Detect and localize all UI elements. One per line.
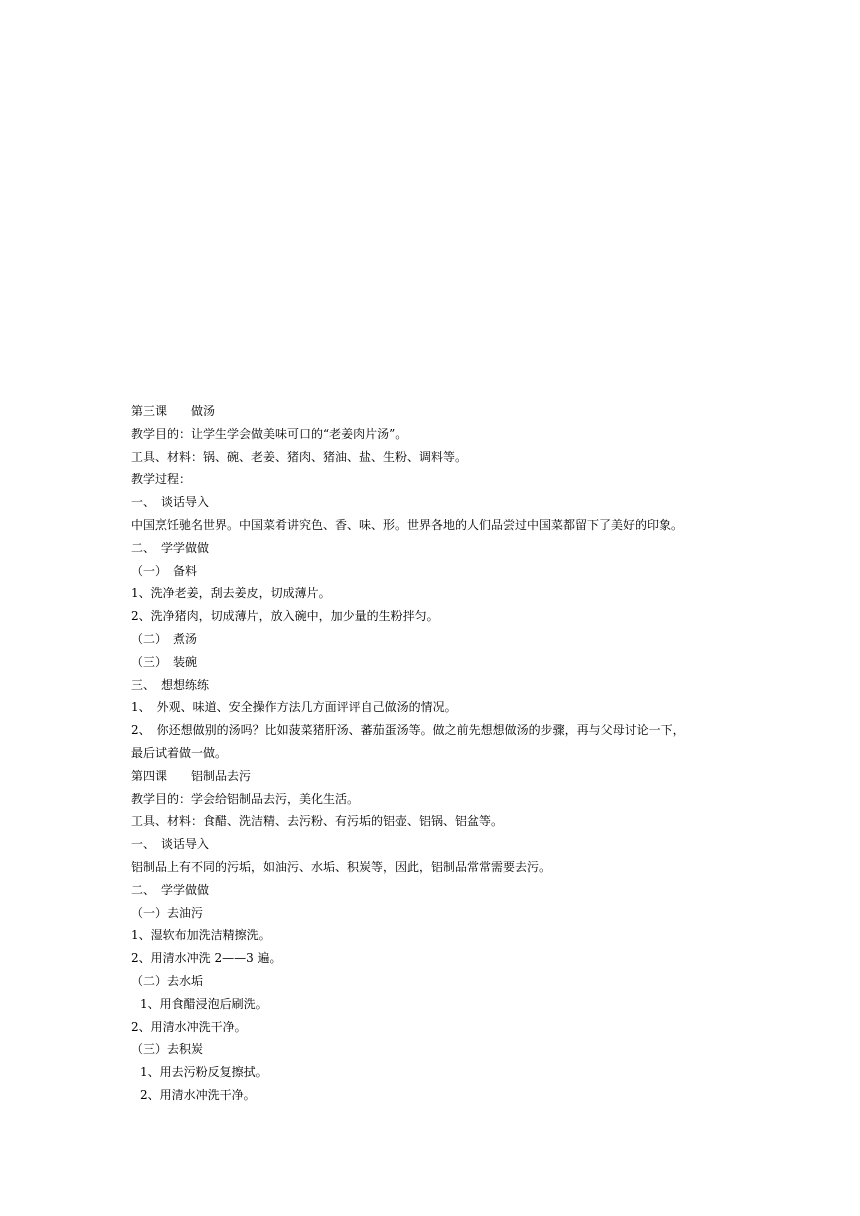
subsection-heading: （一）去油污 bbox=[131, 905, 204, 920]
section-heading: 一、 谈话导入 bbox=[131, 837, 210, 852]
step-item: 1、 外观、味道、安全操作方法几方面评评自己做汤的情况。 bbox=[131, 700, 457, 715]
step-item: 2、用清水冲洗干净。 bbox=[140, 1087, 256, 1102]
subsection-heading: （三） 装碗 bbox=[131, 654, 198, 669]
lesson-title: 第三课 做汤 bbox=[131, 404, 216, 418]
subsection-heading: （二） 煮汤 bbox=[131, 631, 198, 646]
subsection-heading: （三）去积炭 bbox=[131, 1042, 204, 1057]
teaching-process-heading: 教学过程： bbox=[131, 472, 192, 487]
step-item: 2、用清水冲洗 2——3 遍。 bbox=[131, 951, 282, 966]
paragraph: 中国烹饪驰名世界。中国菜肴讲究色、香、味、形。世界各地的人们品尝过中国菜都留下了美好的印象。 bbox=[131, 517, 684, 532]
step-item: 1、洗净老姜，刮去姜皮，切成薄片。 bbox=[131, 586, 331, 601]
teaching-goal: 教学目的：让学生学会做美味可口的“老姜肉片汤”。 bbox=[131, 426, 408, 441]
step-item-continuation: 最后试着做一做。 bbox=[131, 745, 228, 760]
subsection-heading: （二）去水垢 bbox=[131, 973, 204, 988]
step-item: 1、用去污粉反复擦拭。 bbox=[140, 1065, 268, 1080]
section-heading: 二、 学学做做 bbox=[131, 540, 210, 555]
step-item: 2、 你还想做别的汤吗？比如菠菜猪肝汤、蕃茄蛋汤等。做之前先想想做汤的步骤，再与父母讨论一下， bbox=[131, 723, 685, 738]
step-item: 1、湿软布加洗洁精擦洗。 bbox=[131, 928, 271, 943]
document-body bbox=[131, 400, 741, 1107]
tools-materials: 工具、材料：锅、碗、老姜、猪肉、猪油、盐、生粉、调料等。 bbox=[131, 449, 468, 464]
section-heading: 二、 学学做做 bbox=[131, 882, 210, 897]
step-item: 1、用食醋浸泡后刷洗。 bbox=[140, 996, 268, 1011]
step-item: 2、用清水冲洗干净。 bbox=[131, 1019, 247, 1034]
step-item: 2、洗净猪肉，切成薄片，放入碗中，加少量的生粉拌匀。 bbox=[131, 609, 439, 624]
section-heading: 三、 想想练练 bbox=[131, 677, 210, 692]
lesson-title: 第四课 铝制品去污 bbox=[131, 768, 252, 783]
teaching-goal: 教学目的：学会给铝制品去污，美化生活。 bbox=[131, 791, 360, 806]
tools-materials: 工具、材料：食醋、洗洁精、去污粉、有污垢的铝壶、铝锅、铝盆等。 bbox=[131, 814, 504, 829]
subsection-heading: （一） 备料 bbox=[131, 563, 198, 578]
section-heading: 一、 谈话导入 bbox=[131, 495, 210, 510]
paragraph: 铝制品上有不同的污垢，如油污、水垢、积炭等，因此，铝制品常常需要去污。 bbox=[131, 859, 552, 874]
